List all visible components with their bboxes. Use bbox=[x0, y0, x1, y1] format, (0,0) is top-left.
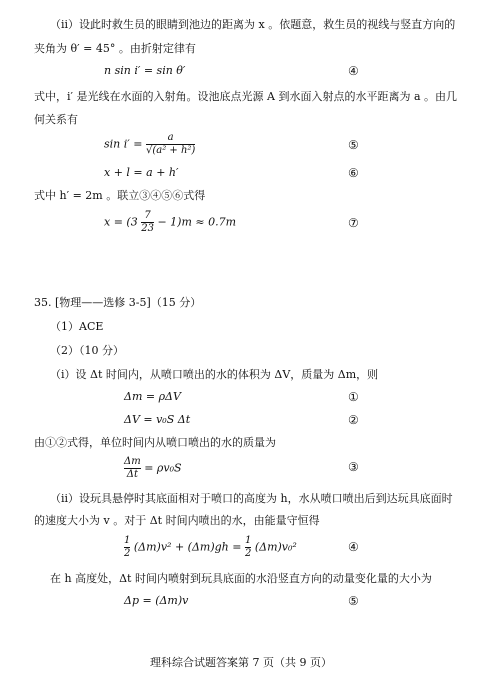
equation-number: ② bbox=[348, 413, 359, 427]
page-footer: 理科综合试题答案第 7 页（共 9 页） bbox=[150, 656, 332, 669]
fraction-numerator: Δm bbox=[124, 456, 141, 467]
equation-right: (Δm)v₀² bbox=[254, 540, 297, 554]
text-line: （ii）设玩具悬停时其底面相对于喷口的高度为 h，水从喷口喷出后到达玩具底面时 bbox=[50, 492, 453, 505]
fraction-denominator: 2 bbox=[244, 548, 252, 559]
fraction bbox=[141, 210, 154, 235]
equation: x + l = a + h′ bbox=[104, 166, 179, 179]
equation-number: ④ bbox=[348, 540, 359, 554]
fraction-numerator: 1 bbox=[244, 535, 252, 546]
equation-number: ⑤ bbox=[348, 138, 359, 152]
text-line: （ii）设此时救生员的眼睛到池边的距离为 x 。依题意，救生员的视线与竖直方向的 bbox=[50, 18, 456, 31]
equation bbox=[124, 456, 182, 481]
fraction-numerator: 7 bbox=[144, 210, 151, 221]
text-line: 的速度大小为 v 。对于 Δt 时间内喷出的水，由能量守恒得 bbox=[34, 514, 320, 527]
equation-right: = ρv₀S bbox=[144, 461, 182, 475]
fraction bbox=[245, 535, 251, 560]
equation bbox=[124, 535, 297, 560]
equation bbox=[104, 132, 195, 157]
equation-number: ⑤ bbox=[348, 594, 359, 608]
equation: Δp = (Δm)v bbox=[124, 594, 189, 607]
equation-left: x = (3 bbox=[104, 215, 138, 229]
section-heading: 35. [物理——选修 3-5]（15 分） bbox=[34, 296, 202, 309]
fraction-denominator: 2 bbox=[124, 548, 131, 559]
equation-middle: (Δm)v² + (Δm)gh = bbox=[133, 540, 242, 554]
answer-line: （1）ACE bbox=[50, 320, 104, 333]
fraction-denominator: Δt bbox=[126, 469, 138, 480]
fraction-denominator: 23 bbox=[141, 223, 154, 234]
equation: n sin i′ = sin θ′ bbox=[104, 64, 186, 77]
text-line: 式中 h′ = 2m 。联立③④⑤⑥式得 bbox=[34, 189, 206, 202]
equation bbox=[104, 210, 236, 235]
equation-number: ⑥ bbox=[348, 166, 359, 180]
fraction-numerator: a bbox=[167, 132, 174, 143]
equation-left: sin i′ = bbox=[104, 137, 143, 151]
equation-number: ④ bbox=[348, 64, 359, 78]
fraction-denominator: √(a² + h²) bbox=[145, 145, 196, 156]
answer-line: （2）（10 分） bbox=[50, 344, 124, 357]
text-line: 何关系有 bbox=[34, 113, 78, 126]
fraction bbox=[146, 132, 195, 157]
equation-number: ③ bbox=[348, 460, 359, 474]
text-line: 式中，i′ 是光线在水面的入射角。设池底点光源 A 到水面入射点的水平距离为 a 。由几 bbox=[34, 90, 457, 103]
text-line: 夹角为 θ′ = 45° 。由折射定律有 bbox=[34, 42, 196, 55]
text-line: 由①②式得，单位时间内从喷口喷出的水的质量为 bbox=[34, 436, 276, 449]
text-line: 在 h 高度处，Δt 时间内喷射到玩具底面的水沿竖直方向的动量变化量的大小为 bbox=[50, 572, 432, 585]
equation-right: − 1)m ≈ 0.7m bbox=[157, 215, 237, 229]
fraction-numerator: 1 bbox=[124, 535, 131, 546]
equation: ΔV = v₀S Δt bbox=[124, 413, 191, 426]
fraction bbox=[124, 456, 141, 481]
text-line: （i）设 Δt 时间内，从喷口喷出的水的体积为 ΔV，质量为 Δm，则 bbox=[50, 368, 379, 381]
equation-number: ① bbox=[348, 390, 359, 404]
equation: Δm = ρΔV bbox=[124, 390, 181, 403]
fraction bbox=[124, 535, 130, 560]
equation-number: ⑦ bbox=[348, 216, 359, 230]
